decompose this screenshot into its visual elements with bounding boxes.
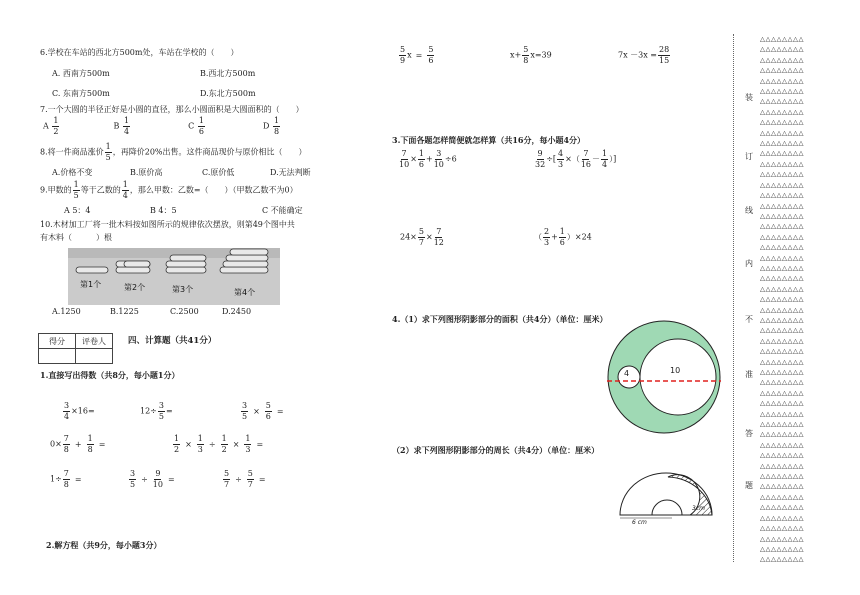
s4-q2-title: （2）求下列图形阴影部分的周长（共4分）（单位：厘米） xyxy=(392,445,600,455)
q9-option-b: B 4：5 xyxy=(150,206,177,215)
q7-d-label: D xyxy=(263,121,270,131)
s3-problem-1: $\frac{7}{10}$ × $\frac{1}{6}$ + $\frac{3}{10}$ ÷6 xyxy=(399,149,457,169)
equation-2: x+ $\frac{5}{8}$ x=39 xyxy=(510,45,552,65)
q7-options xyxy=(43,117,281,136)
pile-label-2: 第2个 xyxy=(124,283,146,292)
s1-title: 1.直接写出得数（共8分，每小题1分） xyxy=(40,370,180,380)
q10-option-c: C.2500 xyxy=(170,307,199,316)
s1-r3-a: 1÷ $\frac{7}{8}$ = xyxy=(50,469,82,489)
log-pile-illustration xyxy=(68,248,280,305)
q9-option-c: C 不能确定 xyxy=(262,206,303,215)
q9-text: 9.甲数的 $\frac{1}{5}$ 等于乙数的 $\frac{1}{4}$ ，那么甲数：乙数=（ ）（甲数乙数不为0） xyxy=(40,180,298,200)
q7-text: 7.一个大圆的半径正好是小圆的直径，那么小圆面积是大圆面积的（ ） xyxy=(40,105,304,114)
section-4-title: 四、计算题（共41分） xyxy=(128,336,217,346)
q10-line1: 10.木材加工厂将一批木料按如图所示的规律依次摆放，则第49个图中共 xyxy=(40,220,295,229)
score-header: 得分 xyxy=(39,334,76,349)
equation-3: 7x －3x = $\frac{28}{15}$ xyxy=(618,45,670,65)
seal-char-4: 内 xyxy=(745,259,753,268)
s1-r1-b: 12÷ $\frac{3}{5}$ = xyxy=(140,401,173,421)
s3-problem-3: 24× $\frac{5}{7}$ × $\frac{7}{12}$ xyxy=(400,227,444,247)
q8-text: 8.将一件商品涨价 $\frac{1}{5}$ ，再降价20%出售。这件商品现价与原价相比（ ） xyxy=(40,142,307,162)
s3-title: 3.下面各题怎样简便就怎样算（共16分，每小题4分） xyxy=(392,135,586,145)
triangle-pattern-border: △△△△△△△△ △△△△△△△△ △△△△△△△△ △△△△△△△△ △△△△△△△△ △△△△△△△△ △△△△△△△△ △△△△△△△△ △△△△△△△△ △△△△△△△△ △△△△△△△△ △△△△△△△△ △△△△△△△△ △△△△△△△△ △△△△△△△△ △△△△△△△△ △△△△△△△△ △△△△△△△△ △△△△△△△△ △△△△△△△△ △△△△△△△△ △△△△△△△△ △△△△△△△△ △△△△△△△△ △△△△△△△△ △△△△△△△△ △△△△△△△△ △△△△△△△△ △△△△△△△△ △△△△△△△△ △△△△△△△△ △△△△△△△△ △△△△△△△△ △△△△△△△△ △△△△△△△△ △△△△△△△△ △△△△△△△△ △△△△△△△△ △△△△△△△△ △△△△△△△△ △△△△△△△△ △△△△△△△△ △△△△△△△△ △△△△△△△△ △△△△△△△△ △△△△△△△△ △△△△△△△△ △△△△△△△△ △△△△△△△△ △△△△△△△△ △△△△△△△△ xyxy=(760,35,804,564)
q6-text: 6.学校在车站的西北方500m处，车站在学校的（ ） xyxy=(40,48,239,57)
q6-option-b: B.西北方500m xyxy=(200,69,256,78)
grader-cell[interactable] xyxy=(76,349,113,364)
s4-q1-title: 4.（1）求下列图形阴影部分的面积（共4分）（单位：厘米） xyxy=(392,314,608,324)
equation-1: $\frac{5}{9}$ x = $\frac{5}{6}$ xyxy=(400,45,434,65)
q7-d-frac: $\frac{1}{8}$ xyxy=(273,116,280,136)
q10-log-pile-photo xyxy=(68,248,280,305)
q9-option-a: A 5：4 xyxy=(64,206,91,215)
s3-problem-2: $\frac{9}{32}$ ÷[ $\frac{4}{3}$ ×（ $\frac{7}{16}$ － $\frac{1}{4}$ ）] xyxy=(535,149,617,169)
score-table xyxy=(38,333,113,364)
q7-c-label: C xyxy=(188,121,195,131)
q8-option-b: B.原价高 xyxy=(130,168,163,177)
big-diameter-label: 10 xyxy=(670,366,681,375)
seal-char-8: 题 xyxy=(745,481,753,490)
q10-line2: 有木料（ ）根 xyxy=(40,233,112,242)
shaded-circle-figure xyxy=(605,318,723,436)
q8-option-d: D.无法判断 xyxy=(270,168,311,177)
q6-option-d: D.东北方500m xyxy=(200,89,256,98)
q7-a-label: A xyxy=(43,121,49,131)
q7-b-frac: $\frac{1}{4}$ xyxy=(123,116,130,136)
q8-frac: $\frac{1}{5}$ xyxy=(105,142,111,162)
q10-option-d: D.2450 xyxy=(222,307,252,316)
s1-r3-b: $\frac{3}{5}$ ÷ $\frac{9}{10}$ = xyxy=(130,469,175,489)
pile-label-4: 第4个 xyxy=(234,288,256,297)
small-diameter-label: 4 xyxy=(624,369,630,378)
pile-label-3: 第3个 xyxy=(172,285,194,294)
grader-header: 评卷人 xyxy=(76,334,113,349)
s1-r3-c: $\frac{5}{7}$ ÷ $\frac{5}{7}$ = xyxy=(224,469,266,489)
q10-option-a: A.1250 xyxy=(52,307,81,316)
seal-char-3: 线 xyxy=(745,206,753,215)
q8-option-c: C.原价低 xyxy=(202,168,235,177)
side-length-label: 3cm xyxy=(692,505,705,512)
s1-r1-a: $\frac{3}{4}$ ×16= xyxy=(64,401,95,421)
pile-label-1: 第1个 xyxy=(80,280,102,289)
semicircle-hatched-figure xyxy=(612,463,722,525)
s1-r1-c: $\frac{3}{5}$ × $\frac{5}{6}$ = xyxy=(242,401,284,421)
s1-r2-a: 0× $\frac{7}{8}$ + $\frac{1}{8}$ = xyxy=(50,434,106,454)
q7-c-frac: $\frac{1}{6}$ xyxy=(198,116,204,136)
binding-dotted-line xyxy=(733,34,734,562)
s3-problem-4: （ $\frac{2}{3}$ + $\frac{1}{6}$ ）×24 xyxy=(534,227,592,247)
q9-frac-1: $\frac{1}{5}$ xyxy=(73,180,79,200)
seal-char-6: 准 xyxy=(745,370,753,379)
q6-option-a: A. 西南方500m xyxy=(52,69,110,78)
seal-char-5: 不 xyxy=(745,315,753,324)
q9-frac-2: $\frac{1}{4}$ xyxy=(122,180,128,200)
seal-char-7: 答 xyxy=(745,429,753,438)
q10-option-b: B.1225 xyxy=(110,307,139,316)
seal-char-2: 订 xyxy=(745,152,753,161)
s1-r2-b: $\frac{1}{2}$ × $\frac{1}{3}$ ÷ $\frac{1}{2}$ × $\frac{1}{3}$ = xyxy=(174,434,264,454)
q7-a-frac: $\frac{1}{2}$ xyxy=(53,116,59,136)
score-cell[interactable] xyxy=(39,349,76,364)
seal-char-1: 装 xyxy=(745,93,753,102)
bottom-length-label: 6 cm xyxy=(632,519,647,525)
q6-option-c: C. 东南方500m xyxy=(52,89,110,98)
q7-b-label: B xyxy=(113,121,120,131)
q8-option-a: A.价格不变 xyxy=(52,168,93,177)
s2-title: 2.解方程（共9分，每小题3分） xyxy=(46,540,162,550)
